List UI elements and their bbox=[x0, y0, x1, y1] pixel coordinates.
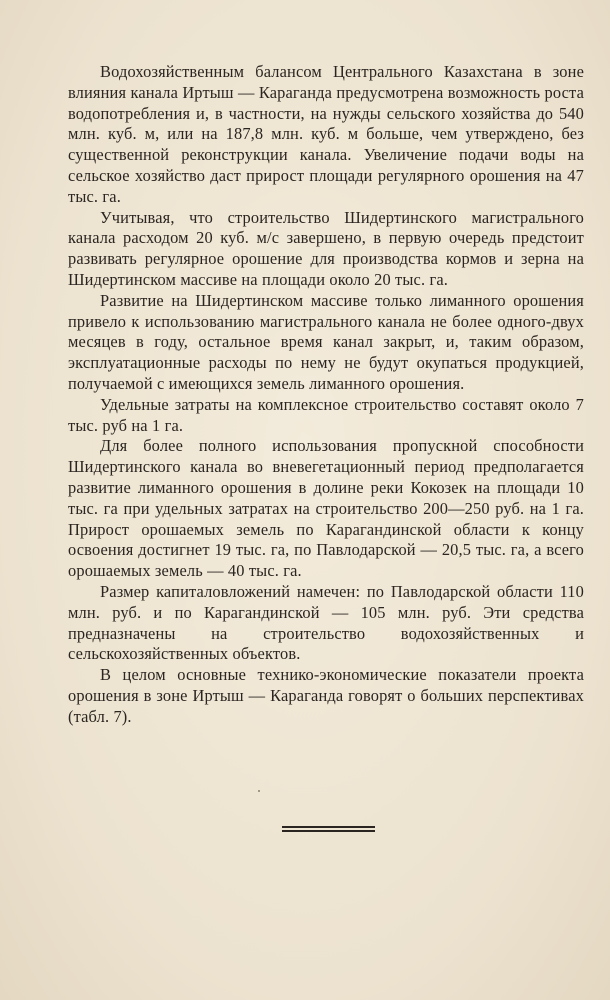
body-text bbox=[68, 62, 584, 728]
paragraph-water-balance: Водохозяйственным балансом Центрального Казахстана в зоне влияния канала Иртыш — Караганда предусмотрена возможность роста водопотребления и, в частности, на нужды сельского хозяйства до 540 млн. куб. м, или на 187,8 млн. куб. м больше, чем утверждено, без существенной реконструкции канала. Увеличение подачи воды на сельское хозяйство даст прирост площади регулярного орошения на 47 тыс. га. bbox=[68, 62, 584, 206]
section-end-rule bbox=[282, 826, 375, 832]
paragraph-capital-investment: Размер капиталовложений намечен: по Павлодарской области 110 млн. руб. и по Карагандинской — 105 млн. руб. Эти средства предназначены на строительство водохозяйственных и сельскохозяйственных объектов. bbox=[68, 581, 584, 664]
paragraph-conclusion: В целом основные технико-экономические показатели проекта орошения в зоне Иртыш — Караганда говорят о больших перспективах (табл. 7). bbox=[68, 665, 584, 726]
paragraph-unit-costs: Удельные затраты на комплексное строительство составят около 7 тыс. руб на 1 га. bbox=[68, 394, 584, 435]
paragraph-kokozek-valley: Для более полного использования пропускной способности Шидертинского канала во вневегетационный период предполагается развитие лиманного орошения в долине реки Кокозек на площади 10 тыс. га при удельных затратах на строительство 200—250 руб. на 1 га. Прирост орошаемых земель по Карагандинской области к концу освоения достигнет 19 тыс. га, по Павлодарской — 20,5 тыс. га, а всего орошаемых земель — 40 тыс. га. bbox=[68, 436, 584, 581]
paragraph-estuary-irrigation: Развитие на Шидертинском массиве только лиманного орошения привело к использованию магистрального канала не более одного-двух месяцев в году, остальное время канал закрыт, и, таким образом, эксплуатационные расходы по нему не будут окупаться продукцией, получаемой с имеющихся земель лиманного орошения. bbox=[68, 290, 584, 393]
print-speck bbox=[258, 790, 260, 792]
paragraph-shidertinsky-canal: Учитывая, что строительство Шидертинского магистрального канала расходом 20 куб. м/с завершено, в первую очередь предстоит развивать регулярное орошение для производства кормов и зерна на Шидертинском массиве на площади около 20 тыс. га. bbox=[68, 207, 584, 289]
